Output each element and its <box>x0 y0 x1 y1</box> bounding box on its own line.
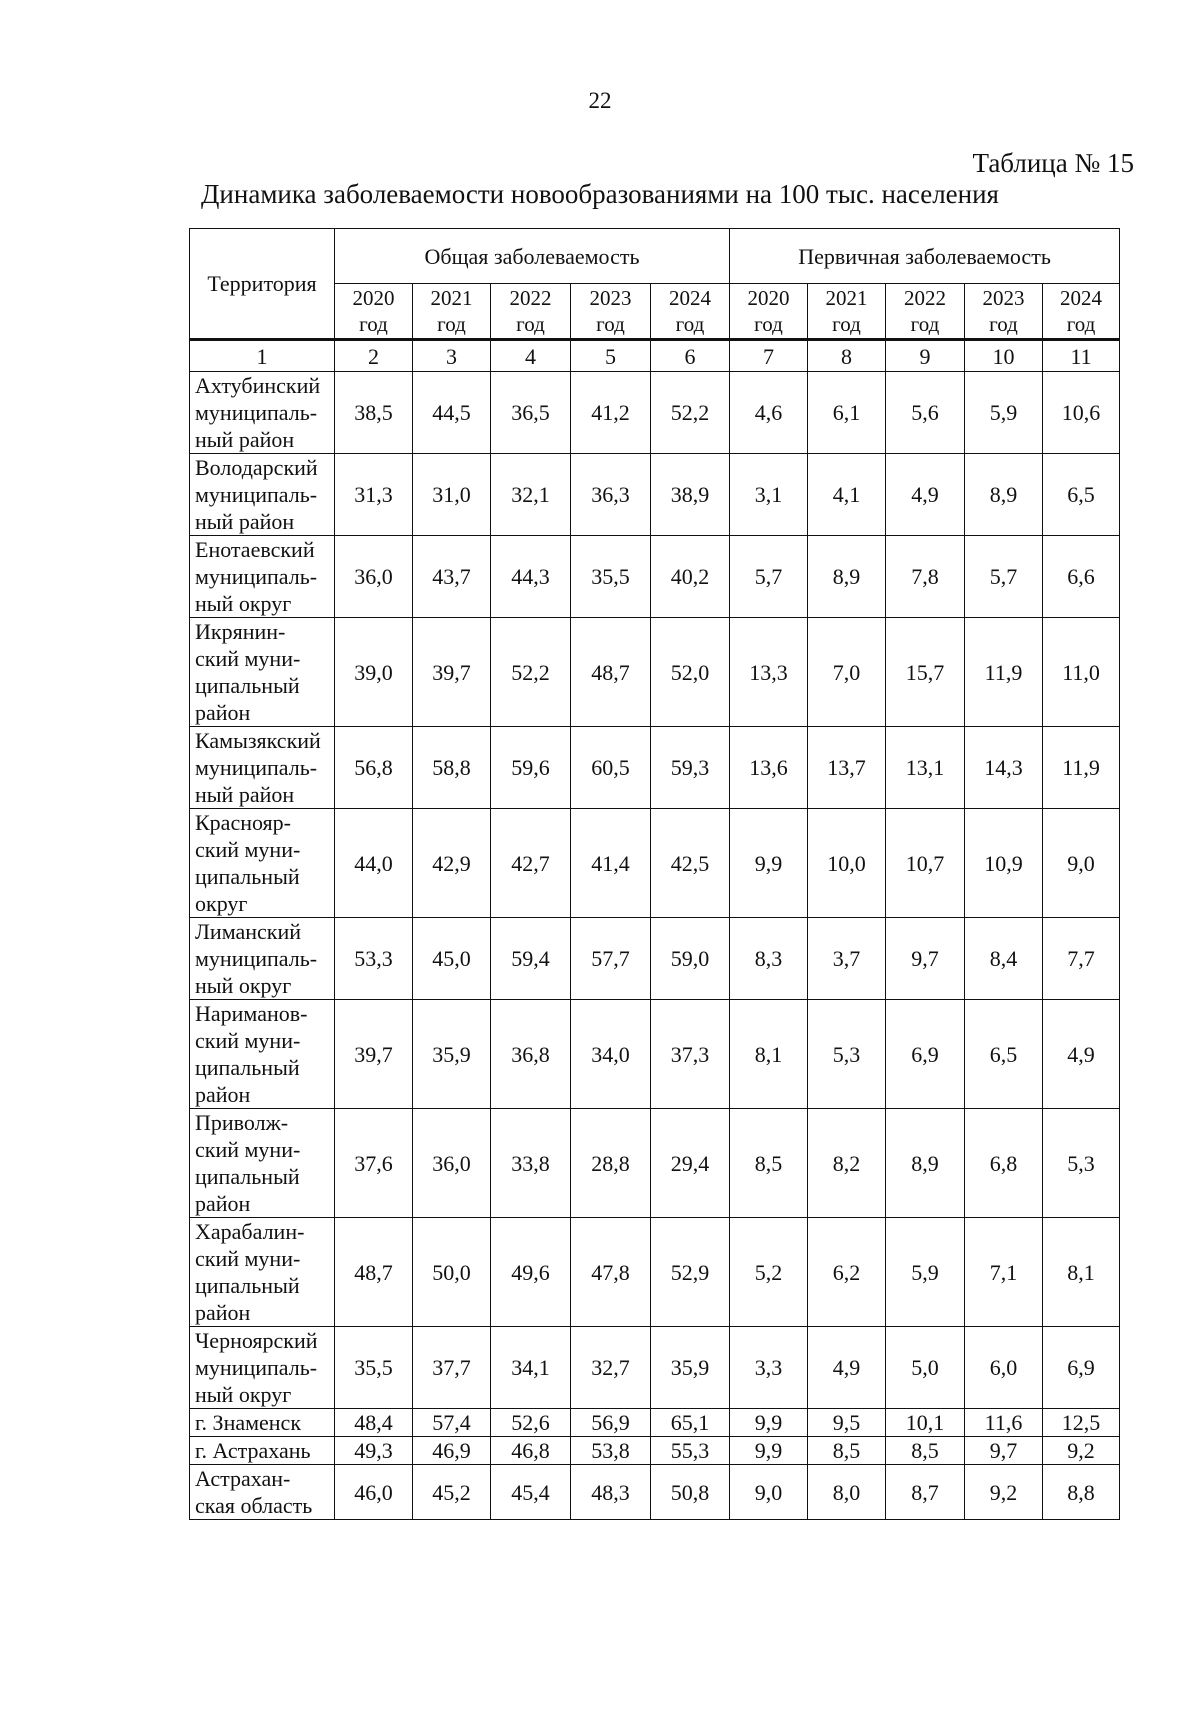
table-cell: 59,0 <box>651 918 730 1000</box>
table-cell: 8,7 <box>886 1465 965 1520</box>
territory-name-line: Камызякский <box>195 728 321 753</box>
table-cell: 9,0 <box>730 1465 808 1520</box>
table-cell: 46,8 <box>491 1437 571 1465</box>
table-cell: 41,4 <box>571 809 651 918</box>
column-number: 10 <box>965 340 1043 372</box>
territory-name-line: муниципаль- <box>195 482 318 507</box>
territory-name <box>190 809 335 918</box>
table-cell: 35,5 <box>571 536 651 618</box>
header-year: 2021 год <box>413 284 491 340</box>
territory-name-line: ный округ <box>195 973 292 998</box>
table-cell: 49,3 <box>335 1437 413 1465</box>
territory-name-line: ный округ <box>195 1382 292 1407</box>
table-cell: 59,4 <box>491 918 571 1000</box>
table-cell: 4,6 <box>730 372 808 454</box>
column-number: 6 <box>651 340 730 372</box>
header-year: 2021 год <box>808 284 886 340</box>
table-cell: 7,8 <box>886 536 965 618</box>
table-cell: 6,1 <box>808 372 886 454</box>
table-cell: 5,7 <box>730 536 808 618</box>
table-cell: 8,9 <box>965 454 1043 536</box>
table-cell: 40,2 <box>651 536 730 618</box>
table-cell: 6,8 <box>965 1109 1043 1218</box>
table-cell: 53,8 <box>571 1437 651 1465</box>
table-cell: 8,1 <box>730 1000 808 1109</box>
table-cell: 65,1 <box>651 1409 730 1437</box>
table-cell: 9,2 <box>965 1465 1043 1520</box>
territory-name-line: Харабалин- <box>195 1219 305 1244</box>
table-cell: 4,9 <box>808 1327 886 1409</box>
table-cell: 37,6 <box>335 1109 413 1218</box>
table-cell: 36,5 <box>491 372 571 454</box>
territory-name-line: ципальный <box>195 1164 300 1189</box>
table-cell: 4,1 <box>808 454 886 536</box>
table-cell: 36,3 <box>571 454 651 536</box>
territory-name <box>190 727 335 809</box>
territory-name-line: ципальный <box>195 1273 300 1298</box>
table-cell: 9,9 <box>730 1437 808 1465</box>
territory-name <box>190 1465 335 1520</box>
table-cell: 39,0 <box>335 618 413 727</box>
territory-name-line: г. Астрахань <box>195 1438 311 1463</box>
table-cell: 6,5 <box>1043 454 1120 536</box>
table-cell: 9,7 <box>965 1437 1043 1465</box>
territory-name-line: ципальный <box>195 864 300 889</box>
table-cell: 52,2 <box>651 372 730 454</box>
table-cell: 10,1 <box>886 1409 965 1437</box>
table-cell: 10,0 <box>808 809 886 918</box>
territory-name-line: муниципаль- <box>195 564 318 589</box>
table-cell: 41,2 <box>571 372 651 454</box>
table-cell: 55,3 <box>651 1437 730 1465</box>
table-cell: 5,7 <box>965 536 1043 618</box>
table-cell: 8,4 <box>965 918 1043 1000</box>
table-cell: 44,0 <box>335 809 413 918</box>
table-row <box>190 1000 1120 1109</box>
table-cell: 8,5 <box>808 1437 886 1465</box>
table-cell: 5,0 <box>886 1327 965 1409</box>
territory-name <box>190 918 335 1000</box>
table-cell: 44,3 <box>491 536 571 618</box>
table-cell: 3,1 <box>730 454 808 536</box>
header-year: 2020 год <box>730 284 808 340</box>
table-cell: 32,1 <box>491 454 571 536</box>
table-cell: 5,3 <box>1043 1109 1120 1218</box>
table-cell: 37,3 <box>651 1000 730 1109</box>
table-cell: 3,7 <box>808 918 886 1000</box>
table-row <box>190 372 1120 454</box>
column-number: 2 <box>335 340 413 372</box>
table-row <box>190 727 1120 809</box>
table-row <box>190 1218 1120 1327</box>
territory-name-line: район <box>195 1300 251 1325</box>
table-cell: 6,5 <box>965 1000 1043 1109</box>
column-number: 5 <box>571 340 651 372</box>
table-cell: 5,3 <box>808 1000 886 1109</box>
column-number: 3 <box>413 340 491 372</box>
table-cell: 56,8 <box>335 727 413 809</box>
territory-name-line: муниципаль- <box>195 400 318 425</box>
column-number: 1 <box>190 340 335 372</box>
table-cell: 48,3 <box>571 1465 651 1520</box>
table-cell: 8,9 <box>808 536 886 618</box>
table-cell: 56,9 <box>571 1409 651 1437</box>
territory-name-line: Володарский <box>195 455 318 480</box>
territory-name-line: округ <box>195 891 248 916</box>
territory-name-line: Енотаевский <box>195 537 315 562</box>
territory-name-line: ципальный <box>195 673 300 698</box>
table-cell: 36,0 <box>413 1109 491 1218</box>
territory-name-line: муниципаль- <box>195 1355 318 1380</box>
territory-name-line: Астрахан- <box>195 1466 291 1491</box>
table-row <box>190 1409 1120 1437</box>
table-cell: 42,5 <box>651 809 730 918</box>
table-cell: 13,3 <box>730 618 808 727</box>
table-cell: 9,0 <box>1043 809 1120 918</box>
territory-name-line: ский муни- <box>195 1137 301 1162</box>
table-cell: 35,9 <box>651 1327 730 1409</box>
territory-name-line: муниципаль- <box>195 946 318 971</box>
table-cell: 42,7 <box>491 809 571 918</box>
table-cell: 6,9 <box>1043 1327 1120 1409</box>
table-cell: 9,9 <box>730 809 808 918</box>
table-cell: 58,8 <box>413 727 491 809</box>
table-label: Таблица № 15 <box>972 148 1134 178</box>
territory-name <box>190 1327 335 1409</box>
table-title: Динамика заболеваемости новообразованиями на 100 тыс. населения <box>201 179 999 209</box>
column-number: 11 <box>1043 340 1120 372</box>
table-cell: 6,2 <box>808 1218 886 1327</box>
table-cell: 9,7 <box>886 918 965 1000</box>
table-cell: 32,7 <box>571 1327 651 1409</box>
territory-name <box>190 1109 335 1218</box>
table-cell: 8,1 <box>1043 1218 1120 1327</box>
table-cell: 37,7 <box>413 1327 491 1409</box>
table-row <box>190 454 1120 536</box>
territory-name-line: ская область <box>195 1493 313 1518</box>
table-cell: 29,4 <box>651 1109 730 1218</box>
table-cell: 36,8 <box>491 1000 571 1109</box>
territory-name <box>190 1409 335 1437</box>
table-cell: 8,5 <box>886 1437 965 1465</box>
table-cell: 50,0 <box>413 1218 491 1327</box>
table-cell: 28,8 <box>571 1109 651 1218</box>
table-cell: 11,6 <box>965 1409 1043 1437</box>
table-cell: 46,0 <box>335 1465 413 1520</box>
territory-name-line: ный округ <box>195 591 292 616</box>
territory-name-line: Икрянин- <box>195 619 286 644</box>
table-cell: 3,3 <box>730 1327 808 1409</box>
table-cell: 7,0 <box>808 618 886 727</box>
table-cell: 7,7 <box>1043 918 1120 1000</box>
column-number: 8 <box>808 340 886 372</box>
table-cell: 48,7 <box>335 1218 413 1327</box>
territory-name-line: Черноярский <box>195 1328 318 1353</box>
table-cell: 9,5 <box>808 1409 886 1437</box>
territory-name-line: Ахтубинский <box>195 373 321 398</box>
table-cell: 31,0 <box>413 454 491 536</box>
table-cell: 8,0 <box>808 1465 886 1520</box>
territory-name-line: Лиманский <box>195 919 302 944</box>
territory-name-line: ский муни- <box>195 1246 301 1271</box>
table-cell: 6,6 <box>1043 536 1120 618</box>
table-cell: 42,9 <box>413 809 491 918</box>
table-row <box>190 1327 1120 1409</box>
territory-name <box>190 618 335 727</box>
territory-name-line: муниципаль- <box>195 755 318 780</box>
table-cell: 50,8 <box>651 1465 730 1520</box>
table-cell: 4,9 <box>886 454 965 536</box>
header-year: 2022 год <box>886 284 965 340</box>
table-cell: 34,0 <box>571 1000 651 1109</box>
table-cell: 13,6 <box>730 727 808 809</box>
table-cell: 10,9 <box>965 809 1043 918</box>
table-cell: 5,9 <box>965 372 1043 454</box>
table-cell: 48,7 <box>571 618 651 727</box>
table-cell: 46,9 <box>413 1437 491 1465</box>
table-cell: 49,6 <box>491 1218 571 1327</box>
table-cell: 10,7 <box>886 809 965 918</box>
table-row <box>190 918 1120 1000</box>
table-cell: 52,6 <box>491 1409 571 1437</box>
table-row <box>190 1437 1120 1465</box>
header-year: 2023 год <box>965 284 1043 340</box>
territory-name-line: Краснояр- <box>195 810 292 835</box>
column-number: 7 <box>730 340 808 372</box>
header-primary-morbidity: Первичная заболеваемость <box>730 229 1120 284</box>
header-year: 2020 год <box>335 284 413 340</box>
territory-name-line: ский муни- <box>195 646 301 671</box>
morbidity-table <box>189 228 1120 1520</box>
table-cell: 53,3 <box>335 918 413 1000</box>
table-cell: 33,8 <box>491 1109 571 1218</box>
territory-name-line: ный район <box>195 782 295 807</box>
header-year: 2024 год <box>651 284 730 340</box>
table-cell: 12,5 <box>1043 1409 1120 1437</box>
territory-name-line: г. Знаменск <box>195 1410 302 1435</box>
territory-name-line: Нариманов- <box>195 1001 308 1026</box>
table-cell: 31,3 <box>335 454 413 536</box>
table-row <box>190 809 1120 918</box>
table-cell: 4,9 <box>1043 1000 1120 1109</box>
territory-name <box>190 1000 335 1109</box>
table-cell: 15,7 <box>886 618 965 727</box>
header-year: 2023 год <box>571 284 651 340</box>
table-cell: 6,9 <box>886 1000 965 1109</box>
territory-name-line: район <box>195 1191 251 1216</box>
territory-name-line: ский муни- <box>195 837 301 862</box>
table-cell: 34,1 <box>491 1327 571 1409</box>
header-territory: Территория <box>190 229 335 340</box>
table-cell: 44,5 <box>413 372 491 454</box>
table-cell: 57,4 <box>413 1409 491 1437</box>
table-cell: 57,7 <box>571 918 651 1000</box>
table-cell: 52,2 <box>491 618 571 727</box>
header-total-morbidity: Общая заболеваемость <box>335 229 730 284</box>
table-cell: 14,3 <box>965 727 1043 809</box>
table-cell: 9,9 <box>730 1409 808 1437</box>
header-year: 2022 год <box>491 284 571 340</box>
table-cell: 10,6 <box>1043 372 1120 454</box>
table-cell: 5,6 <box>886 372 965 454</box>
page-number: 22 <box>588 88 612 113</box>
territory-name-line: ципальный <box>195 1055 300 1080</box>
table-cell: 45,2 <box>413 1465 491 1520</box>
table-cell: 47,8 <box>571 1218 651 1327</box>
table-cell: 5,9 <box>886 1218 965 1327</box>
table-row <box>190 618 1120 727</box>
table-cell: 8,2 <box>808 1109 886 1218</box>
table-cell: 35,5 <box>335 1327 413 1409</box>
table-cell: 8,9 <box>886 1109 965 1218</box>
table-cell: 35,9 <box>413 1000 491 1109</box>
header-year: 2024 год <box>1043 284 1120 340</box>
table-cell: 36,0 <box>335 536 413 618</box>
table-cell: 45,0 <box>413 918 491 1000</box>
table-cell: 39,7 <box>335 1000 413 1109</box>
table-cell: 7,1 <box>965 1218 1043 1327</box>
table-cell: 38,9 <box>651 454 730 536</box>
territory-name-line: район <box>195 700 251 725</box>
table-cell: 39,7 <box>413 618 491 727</box>
table-cell: 59,3 <box>651 727 730 809</box>
territory-name-line: ный район <box>195 427 295 452</box>
territory-name <box>190 1218 335 1327</box>
table-row <box>190 536 1120 618</box>
table-cell: 11,9 <box>1043 727 1120 809</box>
territory-name-line: Приволж- <box>195 1110 289 1135</box>
table-cell: 13,1 <box>886 727 965 809</box>
table-cell: 52,9 <box>651 1218 730 1327</box>
territory-name <box>190 536 335 618</box>
table-cell: 38,5 <box>335 372 413 454</box>
table-cell: 8,3 <box>730 918 808 1000</box>
territory-name <box>190 1437 335 1465</box>
table-cell: 45,4 <box>491 1465 571 1520</box>
territory-name-line: ный район <box>195 509 295 534</box>
table-cell: 43,7 <box>413 536 491 618</box>
table-cell: 8,8 <box>1043 1465 1120 1520</box>
table-row <box>190 1109 1120 1218</box>
table-cell: 11,0 <box>1043 618 1120 727</box>
table-cell: 5,2 <box>730 1218 808 1327</box>
table-cell: 8,5 <box>730 1109 808 1218</box>
table-row <box>190 1465 1120 1520</box>
table-cell: 6,0 <box>965 1327 1043 1409</box>
table-cell: 59,6 <box>491 727 571 809</box>
table-cell: 9,2 <box>1043 1437 1120 1465</box>
territory-name <box>190 372 335 454</box>
territory-name-line: район <box>195 1082 251 1107</box>
table-cell: 13,7 <box>808 727 886 809</box>
table-cell: 11,9 <box>965 618 1043 727</box>
table-cell: 60,5 <box>571 727 651 809</box>
table-cell: 48,4 <box>335 1409 413 1437</box>
table-cell: 52,0 <box>651 618 730 727</box>
territory-name-line: ский муни- <box>195 1028 301 1053</box>
territory-name <box>190 454 335 536</box>
column-number: 9 <box>886 340 965 372</box>
column-number: 4 <box>491 340 571 372</box>
